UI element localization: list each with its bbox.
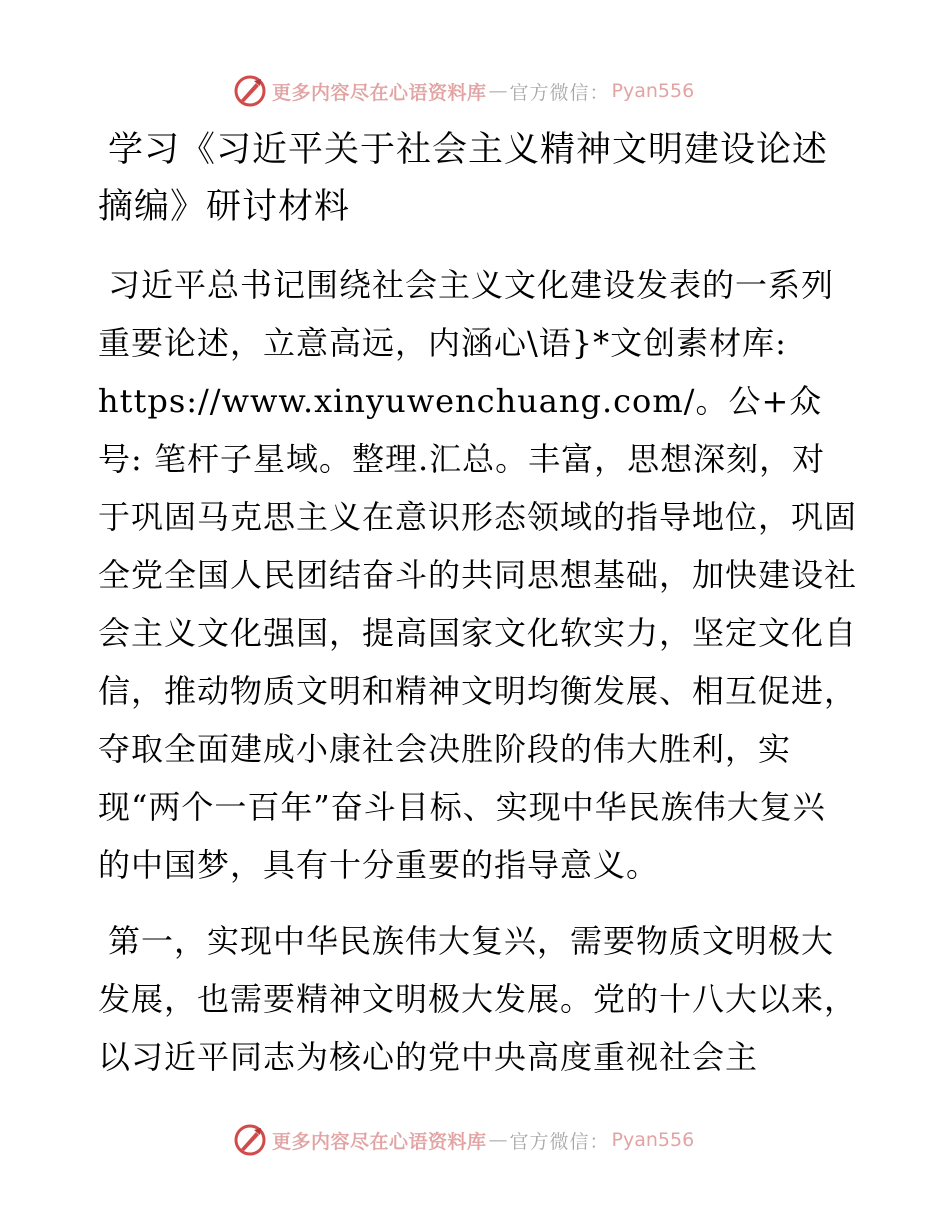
- document-title: 学习《习近平关于社会主义精神文明建设论述摘编》研讨材料: [98, 130, 829, 227]
- watermark-footer: [232, 1120, 752, 1160]
- watermark-dash: —: [488, 1129, 508, 1151]
- paragraph-2: 第一，实现中华民族伟大复兴，需要物质文明极大发展，也需要精神文明极大发展。党的十八大以来，以习近平同志为核心的党中央高度重视社会主: [98, 922, 858, 1076]
- paragraph-1: 习近平总书记围绕社会主义文化建设发表的一系列重要论述，立意高远，内涵心\语}*文创素材库: https://www.xinyuwenchuang.com/。公+众号: 笔杆子星域。整理.汇总。丰富，思想深刻，对于巩固马克思主义在意识形态领域的指导地位，巩固全党全国人民团结奋斗的共同思想基础，加快建设社会主义文化强国，提高国家文化软实力，坚定文化自信，推动物质文明和精神文明均衡发展、相互促进，夺取全面建成小康社会决胜阶段的伟大胜利，实现“两个一百年”奋斗目标、实现中华民族伟大复兴的中国梦，具有十分重要的指导意义。: [98, 266, 858, 884]
- document-body: [98, 122, 858, 1086]
- watermark-header: [232, 71, 752, 111]
- quill-pen-circle-icon: [232, 1122, 268, 1158]
- watermark-site-text: 更多内容尽在心语资料库: [272, 1130, 487, 1153]
- quill-pen-circle-icon: [232, 73, 268, 109]
- watermark-wechat-id: Pyan556: [611, 80, 695, 102]
- watermark-wechat-id: Pyan556: [611, 1129, 695, 1151]
- watermark-dash: —: [488, 80, 508, 102]
- watermark-wechat-label: 官方微信：: [509, 1130, 610, 1153]
- watermark-site-text: 更多内容尽在心语资料库: [272, 81, 487, 104]
- watermark-wechat-label: 官方微信：: [509, 81, 610, 104]
